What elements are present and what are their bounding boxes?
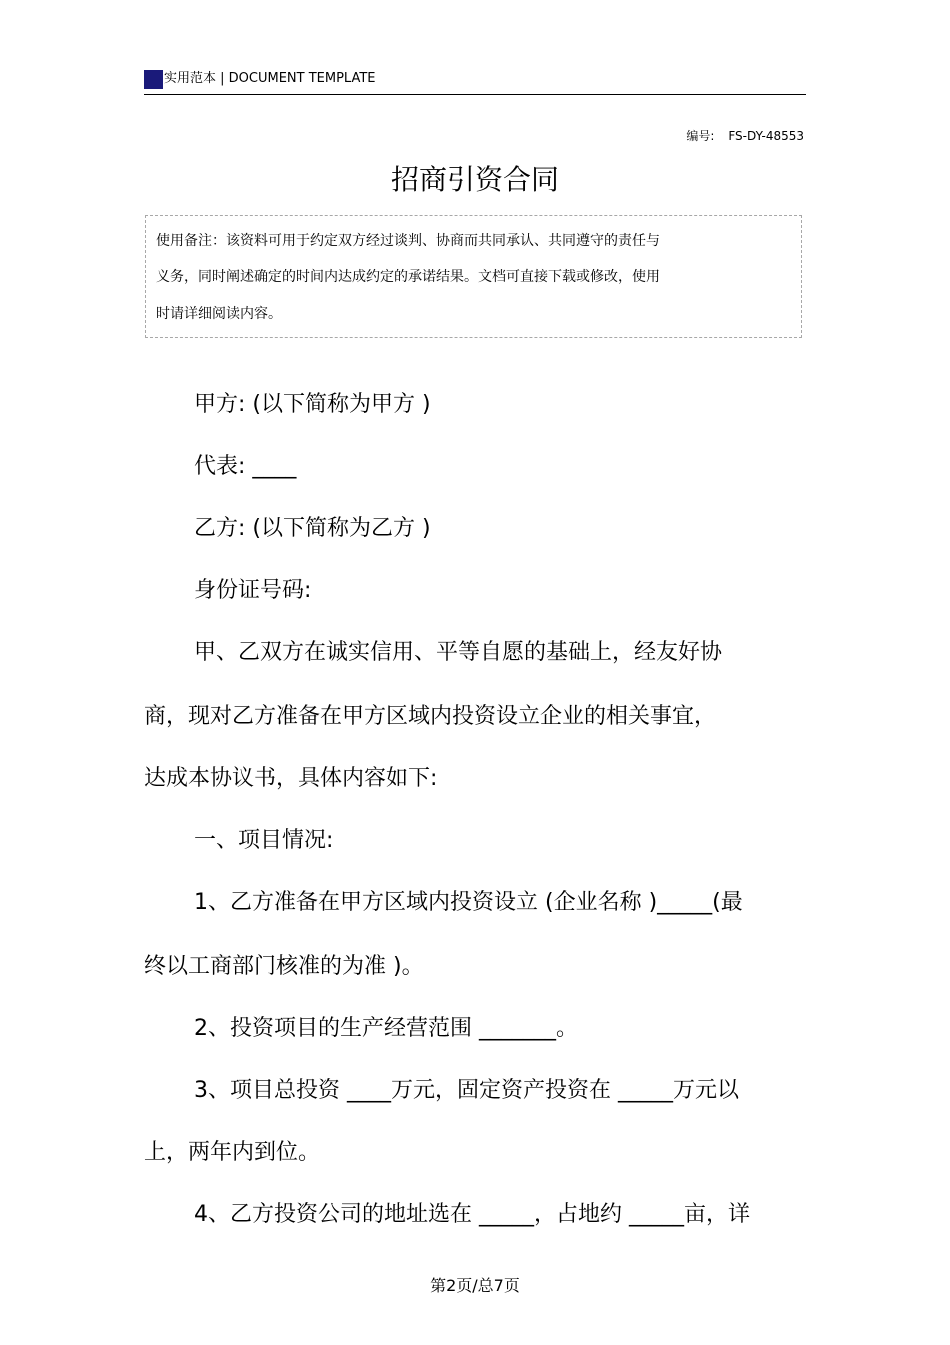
document-number-label: 编号:: [686, 129, 715, 143]
clause-line: 终以工商部门核准的为准 )。: [144, 954, 424, 979]
document-title: 招商引资合同: [390, 163, 559, 196]
party-a-line: 甲方: (以下简称为甲方 ): [194, 392, 431, 417]
clause-line: 4、乙方投资公司的地址选在 _____，占地约 _____亩，详: [194, 1202, 750, 1227]
usage-note-line: 时请详细阅读内容。: [156, 306, 282, 322]
clause-line: 上，两年内到位。: [144, 1140, 321, 1165]
body-paragraph-line: 商，现对乙方准备在甲方区域内投资设立企业的相关事宜，: [144, 704, 717, 729]
header-text: 实用范本 | DOCUMENT TEMPLATE: [164, 71, 376, 86]
document-number-value: FS-DY-48553: [728, 129, 804, 143]
usage-note-box: [145, 215, 802, 338]
usage-note-line: 使用备注：该资料可用于约定双方经过谈判、协商而共同承认、共同遵守的责任与: [156, 233, 660, 249]
clause-line: 3、项目总投资 ____万元，固定资产投资在 _____万元以: [194, 1078, 739, 1103]
page-footer: 第2页/总7页: [430, 1276, 520, 1295]
usage-note-line: 义务，同时阐述确定的时间内达成约定的承诺结果。文档可直接下载或修改，使用: [156, 269, 660, 285]
id-number-line: 身份证号码:: [194, 578, 312, 603]
document-number: [686, 127, 804, 144]
section-heading: 一、项目情况:: [194, 828, 334, 853]
clause-line: 1、乙方准备在甲方区域内投资设立 (企业名称 )_____(最: [194, 890, 743, 915]
clause-line: 2、投资项目的生产经营范围 _______。: [194, 1016, 578, 1041]
page-header: [144, 70, 806, 95]
header-logo-square: [144, 70, 163, 89]
representative-line: 代表: ____: [194, 454, 297, 479]
body-paragraph-line: 达成本协议书，具体内容如下:: [144, 766, 438, 791]
party-b-line: 乙方: (以下简称为乙方 ): [194, 516, 431, 541]
body-paragraph-line: 甲、乙双方在诚实信用、平等自愿的基础上，经友好协: [194, 640, 723, 665]
